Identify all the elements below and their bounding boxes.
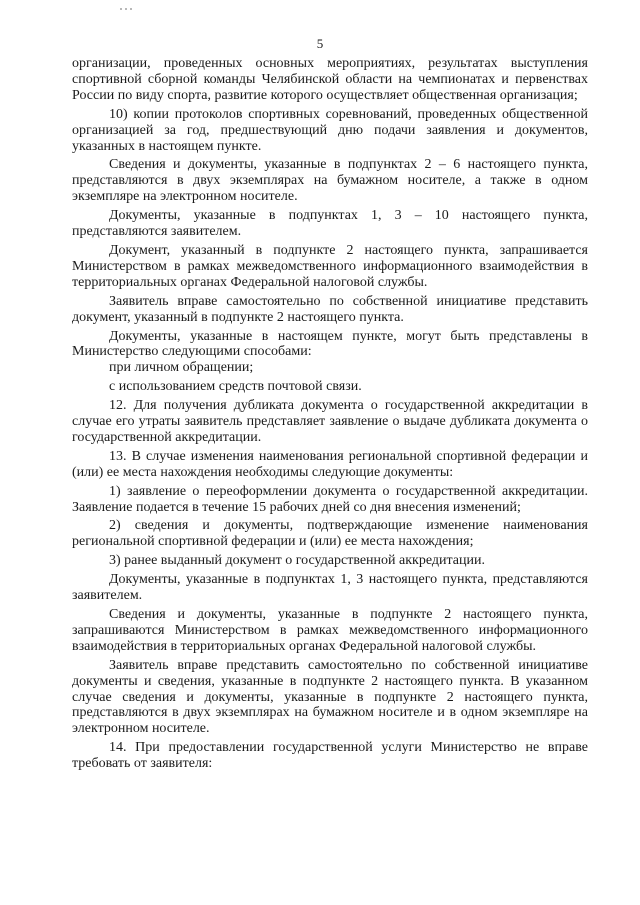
paragraph-point-14: 14. При предоставлении государственной услуги Министерство не вправе требовать от заявителя: [72, 740, 588, 772]
paragraph-submission-copies: Сведения и документы, указанные в подпунктах 2 – 6 настоящего пункта, представляются в двух экземплярах на бумажном носителе, а также в одном экземпляре на электронном носителе. [72, 157, 588, 205]
list-item-13-1: 1) заявление о переоформлении документа о государственной аккредитации. Заявление подается в течение 15 рабочих дней со дня внесения изменений; [72, 483, 588, 515]
list-item-13-3: 3) ранее выданный документ о государственной аккредитации. [109, 553, 485, 569]
paragraph-applicant-initiative: Заявитель вправе самостоятельно по собственной инициативе представить документ, указанный в подпункте 2 настоящего пункта. [72, 293, 588, 325]
list-item-13-2: 2) сведения и документы, подтверждающие изменение наименования региональной спортивной федерации и (или) ее места нахождения; [72, 518, 588, 550]
paragraph-13-applicant-initiative: Заявитель вправе представить самостоятельно по собственной инициативе документы и сведения, указанные в подпункте 2 настоящего пункта. В указанном случае сведения и документы, указанные в подпункте 2 настоящего пункта, представляются в двух экземплярах на бумажном носителе и в одном экземпляре на электронном носителе. [72, 657, 588, 737]
list-item-in-person: при личном обращении; [109, 360, 254, 376]
paragraph-submission-methods: Документы, указанные в настоящем пункте, могут быть представлены в Министерство следующими способами: [72, 328, 588, 360]
paragraph-13-ministry-request: Сведения и документы, указанные в подпункте 2 настоящего пункта, запрашиваются Министерством в рамках межведомственного информационного взаимодействия в территориальных органах Федеральной налоговой службы. [72, 607, 588, 654]
paragraph-applicant-documents: Документы, указанные в подпунктах 1, 3 – 10 настоящего пункта, представляются заявителем. [72, 208, 588, 240]
paragraph-continuation: организации, проведенных основных мероприятиях, результатах выступления спортивной сборной команды Челябинской области на чемпионатах и первенствах России по виду спорта, развитие которого осуществляет общественная организация; [72, 56, 588, 103]
page-number: 5 [316, 36, 324, 51]
paragraph-item-10: 10) копии протоколов спортивных соревнований, проведенных общественной организацией за год, предшествующий дню подачи заявления и документов, указанных в настоящем пункте. [72, 106, 588, 154]
paragraph-ministry-request: Документ, указанный в подпункте 2 настоящего пункта, запрашивается Министерством в рамках межведомственного информационного взаимодействия в территориальных органах Федеральной налоговой службы. [72, 242, 588, 290]
scan-speck [120, 8, 134, 10]
body-text [72, 56, 588, 772]
paragraph-point-13: 13. В случае изменения наименования региональной спортивной федерации и (или) ее места нахождения необходимы следующие документы: [72, 448, 588, 480]
paragraph-point-12: 12. Для получения дубликата документа о государственной аккредитации в случае его утраты заявитель представляет заявление о выдаче дубликата документа о государственной аккредитации. [72, 398, 588, 445]
list-item-postal: с использованием средств почтовой связи. [109, 379, 362, 395]
paragraph-13-applicant-documents: Документы, указанные в подпунктах 1, 3 настоящего пункта, представляются заявителем. [72, 572, 588, 604]
